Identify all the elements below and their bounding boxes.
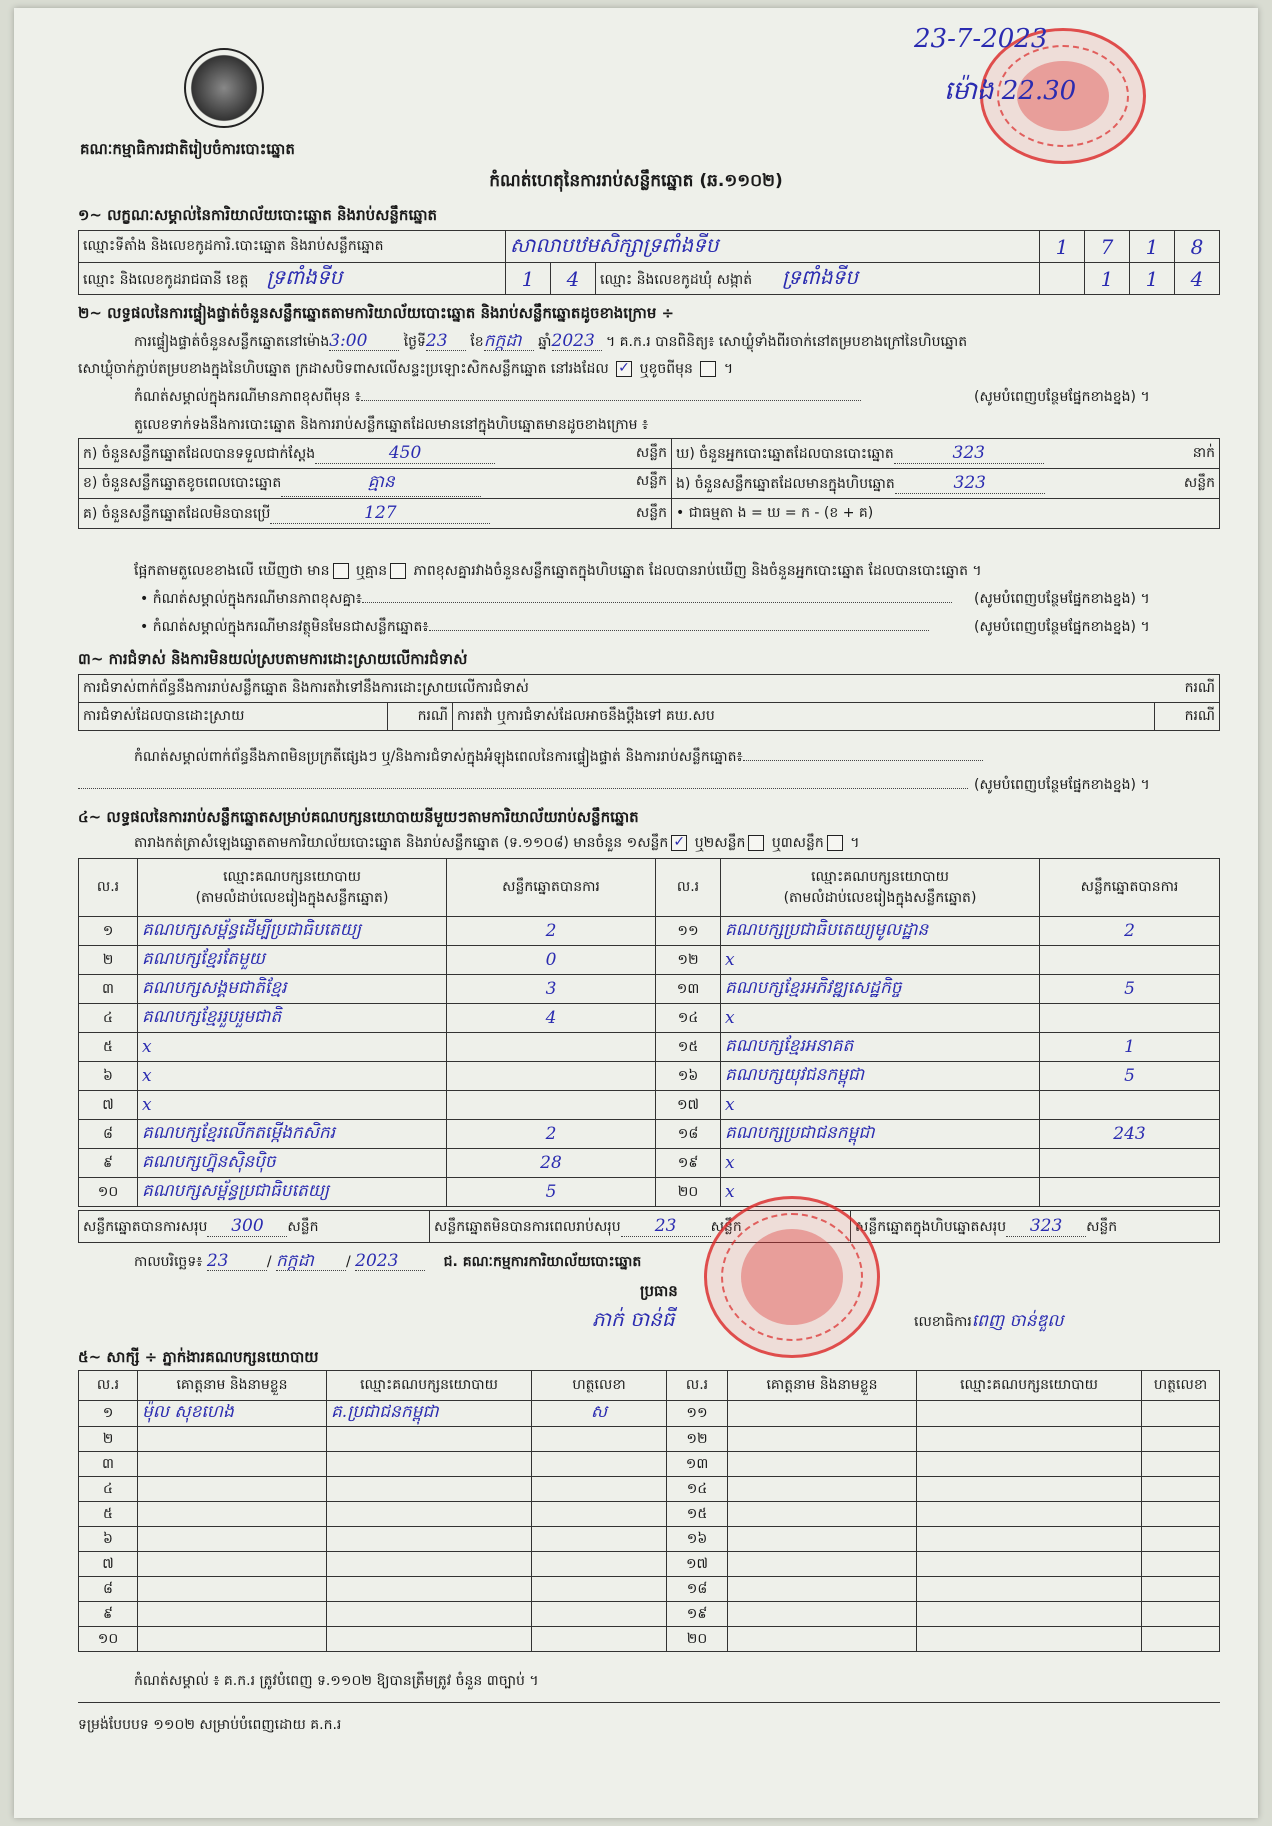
w-col-no-right: ល.រ: [667, 1371, 728, 1401]
witness-no: ១១: [667, 1401, 728, 1427]
complaint-appeal-label: ការតវ៉ា ឬការជំទាស់ដែលអាចនឹងប្តឹងទៅ គឃ.សប: [453, 703, 1155, 731]
result-no: ២០: [656, 1178, 721, 1207]
witness-note: កំណត់សម្គាល់ ៖ គ.ក.រ ត្រូវបំពេញ ទ.១១០២ ឱ្យបានត្រឹមត្រូវ ចំនួន ៣ច្បាប់ ។: [134, 1673, 539, 1689]
witness-no: ៣: [79, 1452, 138, 1477]
complaints-table: [78, 674, 1220, 731]
result-row: [79, 1033, 1220, 1062]
result-no: ១២: [656, 946, 721, 975]
witness-party: [917, 1552, 1142, 1577]
result-no: ១៥: [656, 1033, 721, 1062]
result-no: ២: [79, 946, 138, 975]
witness-name: [138, 1627, 327, 1652]
witness-no: ១: [79, 1401, 138, 1427]
witness-row: [79, 1427, 1220, 1452]
result-votes: 2: [447, 917, 656, 946]
result-votes: [1040, 1004, 1220, 1033]
witness-row: [79, 1602, 1220, 1627]
nec-logo: [184, 48, 264, 128]
result-party: គណបក្សខ្មែរអនាគត: [721, 1033, 1040, 1062]
fill-more-3: (សូមបំពេញបន្ថែមផ្នែកខាងខ្នង) ។: [974, 619, 1150, 635]
witness-name: [728, 1477, 917, 1502]
result-party: គណបក្សខ្មែរអភិវឌ្ឍសេដ្ឋកិច្ច: [721, 975, 1040, 1004]
one-sheet-checkbox[interactable]: [671, 835, 687, 851]
result-no: ៤: [79, 1004, 138, 1033]
witness-name: [138, 1427, 327, 1452]
tally-sheet-line: តារាងកត់ត្រាសំឡេងឆ្នោតតាមការិយាល័យបោះឆ្នោត និងរាប់សន្លឹកឆ្នោត (ទ.១១០៨) មានចំនួន ១សន្លឹក✓ ឬ២សន្លឹក ឬ៣សន្លឹក ។: [134, 834, 859, 852]
result-no: ១១: [656, 917, 721, 946]
witness-name: [138, 1577, 327, 1602]
section1-table: [78, 230, 1220, 295]
verification-line2: សោឃ្លុំចាក់ភ្ជាប់តម្របខាងក្នុងនៃហិបឆ្នោត ក្រដាសបិទពាសលើសន្ទះប្រឡោះសិកសន្លឹកឆ្នោត នៅរងដែល ✓ ឬខូចពីមុន ។: [78, 360, 733, 378]
result-row: [79, 1149, 1220, 1178]
note-diff-previous: កំណត់សម្គាល់ក្នុងករណីមានភាពខុសពីមុន ៖: [134, 388, 861, 406]
col-no-right: ល.រ: [656, 859, 721, 917]
witness-signature: [532, 1602, 667, 1627]
col-party-left: ឈ្មោះគណបក្សនយោបាយ (តាមលំដាប់លេខរៀងក្នុងសន្លឹកឆ្នោត): [138, 859, 447, 917]
witness-signature: [1142, 1602, 1220, 1627]
result-party: គណបក្សសម្ព័ន្ធប្រជាធិបតេយ្យ: [138, 1178, 447, 1207]
seal-intact-checkbox[interactable]: [616, 361, 632, 377]
result-party: x: [721, 1091, 1040, 1120]
witness-party: គ.ប្រជាជនកម្ពុជា: [327, 1401, 532, 1427]
witness-signature: ស: [532, 1401, 667, 1427]
section5-heading: ៥~ សាក្សី ÷ ភ្នាក់ងារគណបក្សនយោបាយ: [78, 1348, 319, 1366]
witness-no: ១៤: [667, 1477, 728, 1502]
diff-no-checkbox[interactable]: [390, 563, 406, 579]
note-difference: • កំណត់សម្គាល់ក្នុងករណីមានភាពខុសគ្នា៖: [140, 590, 952, 608]
section2-heading: ២~ លទ្ធផលនៃការផ្ទៀងផ្ទាត់ចំនួនសន្លឹកឆ្នោតតាមការិយាល័យបោះឆ្នោត និងរាប់សន្លឹកឆ្នោតដូចខាងក្រោម ÷: [78, 304, 675, 322]
witness-table: [78, 1370, 1220, 1652]
w-col-no-left: ល.រ: [79, 1371, 138, 1401]
location-code-1: 1: [1040, 231, 1085, 263]
three-sheet-checkbox[interactable]: [827, 835, 843, 851]
result-votes: 2: [447, 1120, 656, 1149]
w-col-sign-left: ហត្ថលេខា: [532, 1371, 667, 1401]
counts-intro: តួលេខទាក់ទងនឹងការបោះឆ្នោត និងការរាប់សន្លឹកឆ្នោតដែលមាននៅក្នុងហិបឆ្នោតមានដូចខាងក្រោម ៖: [134, 417, 649, 433]
witness-name: [728, 1552, 917, 1577]
committee-name: គណៈកម្មាធិការជាតិរៀបចំការបោះឆ្នោត: [80, 140, 295, 158]
location-code-2: 7: [1085, 231, 1130, 263]
witness-signature: [1142, 1452, 1220, 1477]
witness-name: [138, 1452, 327, 1477]
witness-no: ១២: [667, 1427, 728, 1452]
result-party: គណបក្សសង្គមជាតិខ្មែរ: [138, 975, 447, 1004]
w-col-name-left: គោត្តនាម និងនាមខ្លួន: [138, 1371, 327, 1401]
witness-party: [917, 1527, 1142, 1552]
w-col-party-right: ឈ្មោះគណបក្សនយោបាយ: [917, 1371, 1142, 1401]
province-code-2: 4: [551, 263, 596, 295]
witness-no: ១០: [79, 1627, 138, 1652]
result-party: x: [721, 946, 1040, 975]
witness-name: [728, 1602, 917, 1627]
location-code-4: 8: [1175, 231, 1220, 263]
compare-line: ផ្អែកតាមតួលេខខាងលើ ឃើញថា មាន ឬគ្មាន ភាពខុសគ្នារវាងចំនួនសន្លឹកឆ្នោតក្នុងហិបឆ្នោត ដែលបានរាប់ឃើញ និងចំនួនអ្នកបោះឆ្នោត ដែលបានបោះឆ្នោត ។: [134, 563, 982, 579]
witness-party: [327, 1477, 532, 1502]
result-no: ៣: [79, 975, 138, 1004]
result-votes: 28: [447, 1149, 656, 1178]
result-no: ១៤: [656, 1004, 721, 1033]
witness-name: [728, 1427, 917, 1452]
results-table: [78, 858, 1220, 1207]
irregularity-dots: [78, 776, 968, 794]
section3-heading: ៣~ ការជំទាស់ និងការមិនយល់ស្របតាមការដោះស្រាយលើការជំទាស់: [78, 650, 468, 668]
location-code-3: 1: [1130, 231, 1175, 263]
result-votes: 3: [447, 975, 656, 1004]
witness-party: [327, 1502, 532, 1527]
witness-row: [79, 1577, 1220, 1602]
irregularity-note: កំណត់សម្គាល់ពាក់ព័ន្ធនឹងភាពមិនប្រក្រតីផ្សេងៗ ឬ/និងការជំទាស់ក្នុងអំឡុងពេលនៃការផ្ទៀងផ្ទាត់ និងការរាប់សន្លឹកឆ្នោត៖: [134, 748, 983, 766]
commune-code-3: 4: [1175, 263, 1220, 295]
result-no: ៩: [79, 1149, 138, 1178]
result-votes: 243: [1040, 1120, 1220, 1149]
president-label: ប្រធាន: [640, 1282, 678, 1300]
witness-party: [917, 1627, 1142, 1652]
witness-party: [917, 1427, 1142, 1452]
commune-code-2: 1: [1130, 263, 1175, 295]
witness-signature: [1142, 1401, 1220, 1427]
witness-no: ៤: [79, 1477, 138, 1502]
date-line: កាលបរិច្ឆេទ៖ 23 / កក្កដា / 2023 ជ. គណៈកម្មការការិយាល័យបោះឆ្នោត: [134, 1251, 642, 1271]
result-votes: [447, 1091, 656, 1120]
result-row: [79, 1178, 1220, 1207]
count-c: គ) ចំនួនសន្លឹកឆ្នោតដែលមិនបានប្រើ 127 សន្លឹក: [79, 499, 672, 529]
witness-name: ម៉ុល សុខហេង: [138, 1401, 327, 1427]
witness-signature: [532, 1477, 667, 1502]
witness-party: [327, 1527, 532, 1552]
result-party: គណបក្សប្រជាធិបតេយ្យមូលដ្ឋាន: [721, 917, 1040, 946]
witness-party: [917, 1577, 1142, 1602]
result-no: ៥: [79, 1033, 138, 1062]
witness-no: ១៩: [667, 1602, 728, 1627]
result-row: [79, 1062, 1220, 1091]
witness-row: [79, 1477, 1220, 1502]
result-votes: 5: [1040, 975, 1220, 1004]
result-no: ១៨: [656, 1120, 721, 1149]
result-votes: 0: [447, 946, 656, 975]
w-col-sign-right: ហត្ថលេខា: [1142, 1371, 1220, 1401]
witness-no: ២០: [667, 1627, 728, 1652]
complaint-resolved-label: ការជំទាស់ដែលបានដោះស្រាយ: [79, 703, 388, 731]
witness-name: [138, 1552, 327, 1577]
note-non-ballot: • កំណត់សម្គាល់ក្នុងករណីមានវត្ថុមិនមែនជាសន្លឹកឆ្នោត៖: [140, 618, 929, 636]
result-party: គណបក្សខ្មែររួបរួមជាតិ: [138, 1004, 447, 1033]
witness-no: ៨: [79, 1577, 138, 1602]
fill-more-4: (សូមបំពេញបន្ថែមផ្នែកខាងខ្នង) ។: [974, 777, 1150, 793]
witness-no: ១៨: [667, 1577, 728, 1602]
handwritten-time: ម៉ោង 22.30: [944, 76, 1077, 106]
result-row: [79, 975, 1220, 1004]
witness-no: ១៣: [667, 1452, 728, 1477]
footer-divider: [78, 1702, 1220, 1703]
witness-party: [917, 1502, 1142, 1527]
witness-no: ៦: [79, 1527, 138, 1552]
witness-signature: [532, 1427, 667, 1452]
result-votes: [1040, 1091, 1220, 1120]
witness-signature: [1142, 1577, 1220, 1602]
witness-row: [79, 1627, 1220, 1652]
result-party: គណបក្សយុវជនកម្ពុជា: [721, 1062, 1040, 1091]
witness-signature: [532, 1577, 667, 1602]
count-d: ឃ) ចំនួនអ្នកបោះឆ្នោតដែលបានបោះឆ្នោត 323 នាក់: [672, 439, 1220, 469]
witness-name: [138, 1527, 327, 1552]
total-box: សន្លឹកឆ្នោតក្នុងហិបឆ្នោតសរុប 323 សន្លឹក: [851, 1211, 1220, 1243]
result-row: [79, 917, 1220, 946]
result-party: គណបក្សសម្ព័ន្ធដើម្បីប្រជាធិបតេយ្យ: [138, 917, 447, 946]
witness-signature: [532, 1627, 667, 1652]
result-votes: [1040, 1178, 1220, 1207]
col-no-left: ល.រ: [79, 859, 138, 917]
witness-name: [728, 1452, 917, 1477]
col-party-right: ឈ្មោះគណបក្សនយោបាយ (តាមលំដាប់លេខរៀងក្នុងសន្លឹកឆ្នោត): [721, 859, 1040, 917]
witness-signature: [532, 1527, 667, 1552]
counts-table: [78, 438, 1220, 529]
complaint-appeal-case: ករណី: [1155, 703, 1220, 731]
committee-seal-stamp: [704, 1196, 880, 1358]
witness-party: [327, 1627, 532, 1652]
result-row: [79, 1004, 1220, 1033]
result-votes: [447, 1062, 656, 1091]
seal-broken-checkbox[interactable]: [700, 361, 716, 377]
result-party: គណបក្សខ្មែរលើកតម្កើងកសិករ: [138, 1120, 447, 1149]
president-signature: ភាក់ ចាន់ធី: [592, 1307, 675, 1331]
witness-party: [917, 1401, 1142, 1427]
witness-row: [79, 1502, 1220, 1527]
witness-party: [917, 1602, 1142, 1627]
witness-signature: [532, 1502, 667, 1527]
secretary-line: លេខាធិការពេញ ចាន់ឌួល: [914, 1311, 1064, 1331]
witness-no: ៥: [79, 1502, 138, 1527]
result-party: x: [721, 1149, 1040, 1178]
witness-name: [728, 1502, 917, 1527]
formula: • ជាធម្មតា ង = ឃ = ក - (ខ + គ): [672, 499, 1220, 529]
verification-line1: ការផ្ទៀងផ្ទាត់ចំនួនសន្លឹកឆ្នោតនៅម៉ោង3:00 ថ្ងៃទី23 ខែកក្កដា ឆ្នាំ2023 ។ គ.ក.រ បានពិនិត្យ៖ សោឃ្លុំទាំងពីរចាក់នៅតម្របខាងក្រៅនៃហិបឆ្នោត: [134, 331, 968, 351]
witness-party: [327, 1577, 532, 1602]
result-no: ១៧: [656, 1091, 721, 1120]
witness-no: ៩: [79, 1602, 138, 1627]
count-b: ខ) ចំនួនសន្លឹកឆ្នោតខូចពេលបោះឆ្នោត គ្មាន សន្លឹក: [79, 469, 672, 499]
result-party: x: [138, 1033, 447, 1062]
section4-heading: ៤~ លទ្ធផលនៃការរាប់សន្លឹកឆ្នោតសម្រាប់គណបក្សនយោបាយនីមួយៗតាមការិយាល័យរាប់សន្លឹកឆ្នោត: [78, 808, 639, 826]
witness-party: [917, 1452, 1142, 1477]
witness-row: [79, 1552, 1220, 1577]
result-no: ៧: [79, 1091, 138, 1120]
witness-row: [79, 1452, 1220, 1477]
result-votes: [447, 1033, 656, 1062]
witness-row: [79, 1401, 1220, 1427]
result-no: ១: [79, 917, 138, 946]
count-a: ក) ចំនួនសន្លឹកឆ្នោតដែលបានទទួលជាក់ស្តែង 450 សន្លឹក: [79, 439, 672, 469]
witness-no: ៧: [79, 1552, 138, 1577]
result-votes: 5: [447, 1178, 656, 1207]
witness-signature: [1142, 1427, 1220, 1452]
location-value: សាលាបឋមសិក្សាទ្រពាំងទីប: [506, 231, 1040, 263]
witness-no: ១៧: [667, 1552, 728, 1577]
w-col-party-left: ឈ្មោះគណបក្សនយោបាយ: [327, 1371, 532, 1401]
witness-name: [138, 1477, 327, 1502]
footer-text: ទម្រង់បែបបទ ១១០២ សម្រាប់បំពេញដោយ គ.ក.រ: [78, 1717, 342, 1733]
witness-name: [138, 1502, 327, 1527]
province-code-1: 1: [506, 263, 551, 295]
location-label: ឈ្មោះទីតាំង និងលេខកូដការិ.បោះឆ្នោត និងរាប់សន្លឹកឆ្នោត: [79, 231, 506, 263]
commune-label: ឈ្មោះ និងលេខកូដឃុំ សង្កាត់ ទ្រពាំងទីប: [596, 263, 1040, 295]
col-votes-left: សន្លឹកឆ្នោតបានការ: [447, 859, 656, 917]
witness-name: [728, 1577, 917, 1602]
result-party: គណបក្សខ្មែរតែមួយ: [138, 946, 447, 975]
witness-name: [138, 1602, 327, 1627]
witness-signature: [532, 1552, 667, 1577]
result-party: x: [138, 1091, 447, 1120]
total-valid: សន្លឹកឆ្នោតបានការសរុប 300 សន្លឹក: [79, 1211, 430, 1243]
total-invalid: សន្លឹកឆ្នោតមិនបានការពេលរាប់សរុប 23 សន្លឹក: [430, 1211, 851, 1243]
witness-party: [327, 1602, 532, 1627]
result-votes: 4: [447, 1004, 656, 1033]
handwritten-date: 23-7-2023: [914, 24, 1048, 54]
witness-signature: [1142, 1502, 1220, 1527]
witness-signature: [1142, 1477, 1220, 1502]
witness-no: ១៦: [667, 1527, 728, 1552]
result-row: [79, 946, 1220, 975]
result-no: ១៦: [656, 1062, 721, 1091]
witness-party: [327, 1427, 532, 1452]
province-label: ឈ្មោះ និងលេខកូដរាជធានី ខេត្ត ទ្រពាំងទីប: [79, 263, 506, 295]
result-no: ១០: [79, 1178, 138, 1207]
witness-signature: [1142, 1527, 1220, 1552]
w-col-name-right: គោត្តនាម និងនាមខ្លួន: [728, 1371, 917, 1401]
witness-name: [728, 1627, 917, 1652]
diff-yes-checkbox[interactable]: [333, 563, 349, 579]
count-e: ង) ចំនួនសន្លឹកឆ្នោតដែលមានក្នុងហិបឆ្នោត 323 សន្លឹក: [672, 469, 1220, 499]
result-no: ៦: [79, 1062, 138, 1091]
complaint-row1: ការជំទាស់ពាក់ព័ន្ធនឹងការរាប់សន្លឹកឆ្នោត និងការតវ៉ាទៅនឹងការដោះស្រាយលើការជំទាស់ ករណី: [79, 675, 1220, 703]
fill-more-2: (សូមបំពេញបន្ថែមផ្នែកខាងខ្នង) ។: [974, 591, 1150, 607]
result-party: x: [721, 1178, 1040, 1207]
result-no: ៨: [79, 1120, 138, 1149]
result-party: គណបក្សប្រជាជនកម្ពុជា: [721, 1120, 1040, 1149]
result-party: គណបក្សហ្វ៊ុនស៊ិនប៉ិច: [138, 1149, 447, 1178]
result-row: [79, 1091, 1220, 1120]
witness-no: ២: [79, 1427, 138, 1452]
result-no: ១៩: [656, 1149, 721, 1178]
document-title: កំណត់ហេតុនៃការរាប់សន្លឹកឆ្នោត (ឆ.១១០២): [489, 171, 783, 191]
result-votes: [1040, 946, 1220, 975]
witness-signature: [1142, 1552, 1220, 1577]
witness-party: [327, 1452, 532, 1477]
fill-more-1: (សូមបំពេញបន្ថែមផ្នែកខាងខ្នង) ។: [974, 389, 1150, 405]
two-sheet-checkbox[interactable]: [748, 835, 764, 851]
result-row: [79, 1120, 1220, 1149]
col-votes-right: សន្លឹកឆ្នោតបានការ: [1040, 859, 1220, 917]
witness-row: [79, 1527, 1220, 1552]
result-votes: 5: [1040, 1062, 1220, 1091]
witness-signature: [1142, 1627, 1220, 1652]
witness-no: ១៥: [667, 1502, 728, 1527]
result-no: ១៣: [656, 975, 721, 1004]
witness-name: [728, 1527, 917, 1552]
result-party: x: [138, 1062, 447, 1091]
section1-heading: ១~ លក្ខណៈសម្គាល់នៃការិយាល័យបោះឆ្នោត និងរាប់សន្លឹកឆ្នោត: [78, 206, 438, 224]
form-page: [14, 8, 1258, 1818]
witness-party: [917, 1477, 1142, 1502]
result-votes: [1040, 1149, 1220, 1178]
witness-signature: [532, 1452, 667, 1477]
totals-table: [78, 1210, 1220, 1243]
witness-name: [728, 1401, 917, 1427]
witness-party: [327, 1552, 532, 1577]
result-votes: 1: [1040, 1033, 1220, 1062]
result-party: x: [721, 1004, 1040, 1033]
complaint-resolved-case: ករណី: [388, 703, 453, 731]
result-votes: 2: [1040, 917, 1220, 946]
commune-code-1: 1: [1085, 263, 1130, 295]
